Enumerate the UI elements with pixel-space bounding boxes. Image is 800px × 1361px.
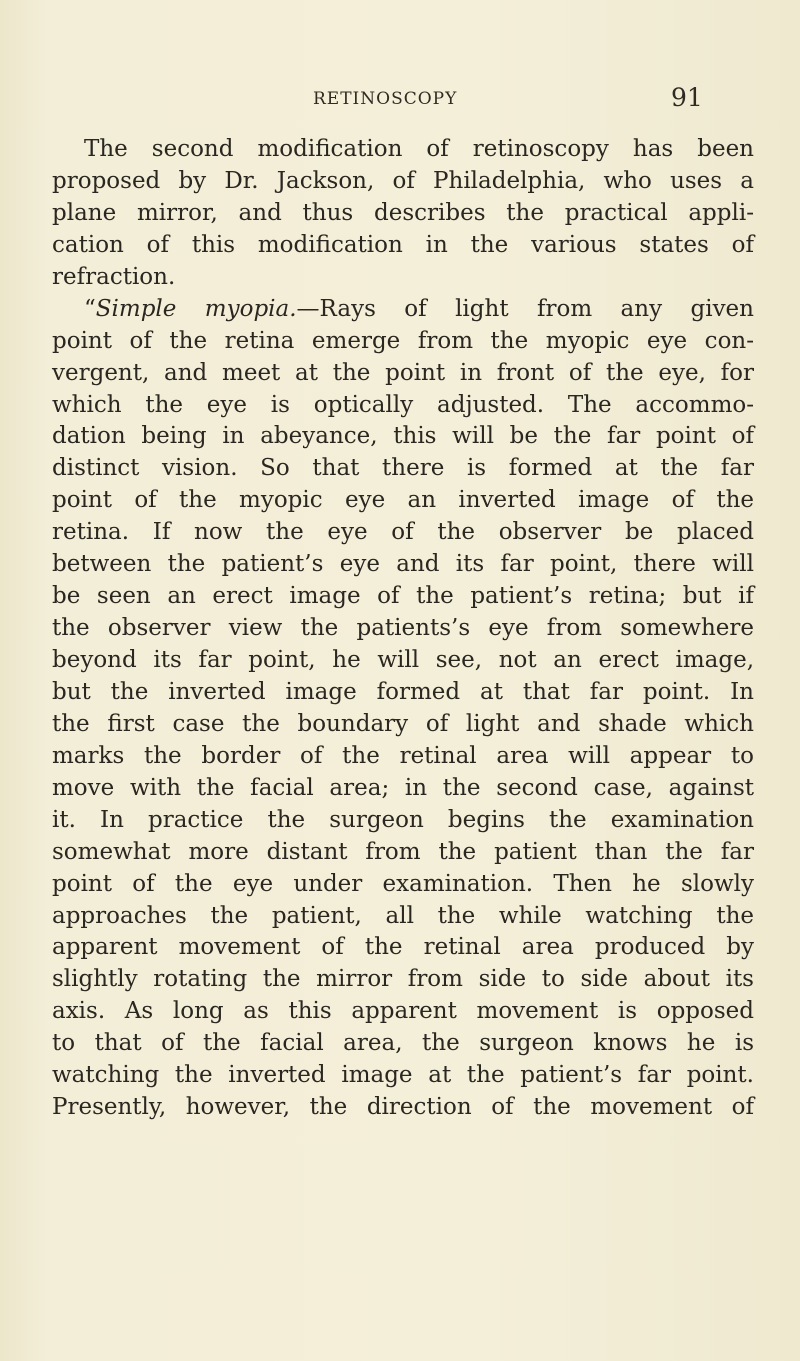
text-line: to that of the facial area, the surgeon knows he is — [52, 1030, 754, 1057]
text-line: be seen an erect image of the patient’s retina; but if — [52, 583, 754, 610]
text-line: vergent, and meet at the point in front of the eye, for — [52, 359, 754, 386]
text-line: watching the inverted image at the patient’s far point. — [52, 1062, 754, 1089]
page-number: 91 — [671, 83, 703, 112]
running-head-title: RETINOSCOPY — [313, 89, 458, 109]
text-line: point of the eye under examination. Then he slowly — [52, 870, 754, 897]
text-line: somewhat more distant from the patient than the far — [52, 838, 754, 865]
text-line: The second modification of retinoscopy has been — [84, 136, 754, 162]
text-line-italic-heading — [52, 294, 754, 326]
text-line: retina. If now the eye of the observer be placed — [52, 519, 754, 546]
text-line: it. In practice the surgeon begins the examination — [52, 806, 754, 833]
text-line: proposed by Dr. Jackson, of Philadelphia, who uses a — [52, 167, 754, 194]
text-line: slightly rotating the mirror from side to side about its — [52, 966, 754, 993]
text-line: refraction. — [52, 263, 176, 290]
text-line: cation of this modification in the various states of — [52, 231, 754, 258]
open-quote: “ — [84, 295, 96, 322]
text-line: but the inverted image formed at that far point. In — [52, 678, 754, 705]
text-line: beyond its far point, he will see, not an erect image, — [52, 647, 754, 673]
text-line: dation being in abeyance, this will be the far point of — [52, 423, 754, 450]
text-line: apparent movement of the retinal area produced by — [52, 934, 754, 961]
text-line: plane mirror, and thus describes the practical appli- — [52, 199, 754, 226]
text-line: between the patient’s eye and its far point, there will — [52, 551, 754, 578]
text-line: the first case the boundary of light and shade which — [52, 710, 754, 737]
section-heading-italic: Simple myopia. — [95, 295, 297, 322]
text-line: approaches the patient, all the while watching the — [52, 902, 754, 929]
text-line: marks the border of the retinal area will appear to — [52, 742, 754, 769]
text-line: the observer view the patients’s eye from somewhere — [52, 615, 754, 642]
text-line: distinct vision. So that there is formed at the far — [52, 455, 754, 482]
text-line: point of the myopic eye an inverted image of the — [52, 487, 754, 514]
heading-continuation: —Rays of light from any given — [296, 295, 754, 322]
text-line: point of the retina emerge from the myopic eye con- — [52, 327, 754, 354]
text-line: move with the facial area; in the second case, against — [52, 774, 754, 801]
running-head — [0, 83, 800, 115]
text-line: axis. As long as this apparent movement is opposed — [52, 998, 754, 1025]
text-line: Presently, however, the direction of the movement of — [52, 1094, 754, 1121]
body-text — [52, 134, 754, 1124]
text-line: which the eye is optically adjusted. The accommo- — [52, 391, 754, 418]
